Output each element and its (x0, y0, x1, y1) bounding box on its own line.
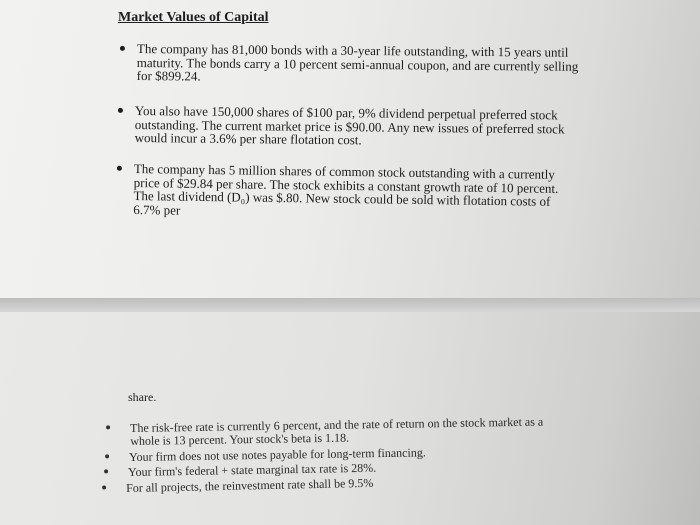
bullet-icon (105, 454, 109, 458)
bullet-icon (106, 425, 110, 429)
page-divider (0, 298, 700, 312)
tax-rate-text: Your firm's federal + state marginal tax rate is 28%. (127, 460, 377, 479)
bullet-icon (118, 108, 123, 113)
notes-payable-text: Your firm does not use notes payable for long-term financing. (128, 445, 426, 464)
bullet-icon (104, 469, 108, 473)
bond-item-text: The company has 81,000 bonds with a 30-year life outstanding, with 15 years until maturity. The bonds carry a 10 percent semi-annual coupon, and are currently selling for $899.24. (136, 41, 579, 84)
bond-item (137, 42, 579, 86)
section-heading: Market Values of Capital (118, 10, 269, 25)
risk-free-rate-text: The risk-free rate is currently 6 percent, and the rate of return on the stock market as a whole is 13 percent. Your stock's beta is 1.18. (129, 414, 544, 448)
common-stock-item (133, 162, 580, 222)
preferred-stock-item (135, 104, 565, 149)
common-stock-item-text: The company has 5 million shares of common stock outstanding with a currently price of $29.84 per share. The stock exhibits a constant growth rate of 10 percent. The last dividend (D₀) was $.80. New stock could be sold with flotation costs of 6.7% per (133, 161, 559, 218)
bullet-icon (120, 46, 125, 51)
bullet-icon (102, 485, 106, 489)
reinvestment-rate-text: For all projects, the reinvestment rate shall be 9.5% (125, 475, 374, 495)
preferred-stock-item-text: You also have 150,000 shares of $100 par, 9% dividend perpetual preferred stock outstanding. The current market price is $90.00. Any new issues of preferred stock would incur a 3.6% per share flotation cost. (134, 103, 565, 148)
continuation-text: share. (128, 390, 157, 404)
bullet-icon (117, 166, 122, 171)
